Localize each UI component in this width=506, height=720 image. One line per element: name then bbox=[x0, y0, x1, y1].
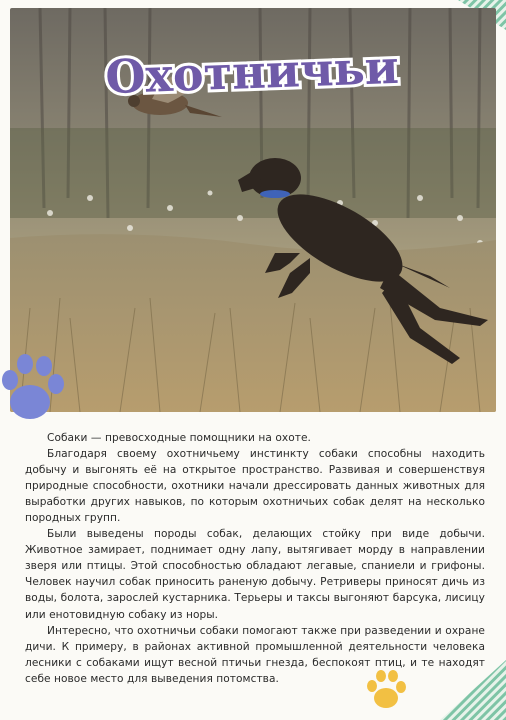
paragraph: Были выведены породы собак, делающих стойку при виде добычи. Животное замирает, поднимает одну лапу, вытягивает морду в направлении зверя или птицы. Этой способностью обладают легавые, спаниели и грифоны. Человек научил собак приносить раненую добычу. Ретриверы приносят дичь из воды, болота, зарослей кустарника. Терьеры и таксы выгоняют барсука, лисицу или енотовидную собаку из норы. bbox=[25, 528, 485, 621]
corner-decoration-bottom bbox=[428, 650, 506, 720]
paragraph: Благодаря своему охотничьему инстинкту собаки способны находить добычу и выгонять её на открытое пространство. Развивая и совершенствуя природные способности, охотники начали дрессировать данных животных для выработки других навыков, по которым охотничьих собак делят на несколько породных групп. bbox=[25, 448, 485, 525]
paw-print-icon bbox=[364, 668, 408, 712]
paragraph: Собаки — превосходные помощники на охоте. bbox=[47, 432, 311, 444]
paragraph: Интересно, что охотничьи собаки помогают также при разведении и охране дичи. К примеру, в районах активной промышленной деятельности человека лесники с собаками ищут весной птичьи гнезда, беспокоят птиц, и те находят себе новое место для выведения потомства. bbox=[25, 624, 485, 685]
page-title bbox=[82, 34, 422, 106]
article-text bbox=[25, 430, 485, 687]
paw-print-icon bbox=[0, 350, 70, 428]
title-text: Охотничьи bbox=[104, 39, 400, 105]
